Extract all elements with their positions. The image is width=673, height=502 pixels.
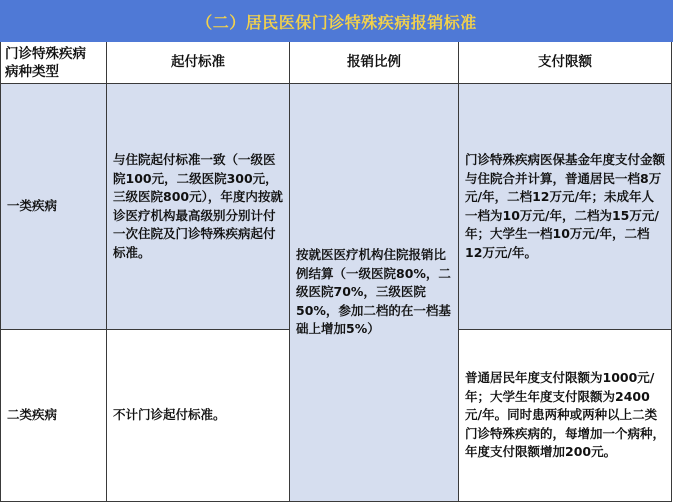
header-deductible: 起付标准 [107, 42, 290, 84]
header-limit: 支付限额 [459, 42, 672, 84]
row1-deductible-text: 与住院起付标准一致（一级医院100元，二级医院300元，三级医院800元），年度内按就诊医疗机构最高级别分别计付一次住院及门诊特殊疾病起付标准。 [113, 152, 283, 260]
header-disease-type: 门诊特殊疾病 病种类型 [0, 42, 107, 84]
row1-disease-type [0, 84, 107, 330]
row1-type-text: 一类疾病 [7, 198, 58, 214]
table-title: （二）居民医保门诊特殊疾病报销标准 [196, 12, 477, 32]
table-title-bar [0, 0, 673, 42]
row1-deductible [107, 84, 290, 330]
reimbursement-table [0, 42, 673, 502]
row1-limit-text: 门诊特殊疾病医保基金年度支付金额与住院合并计算，普通居民一档8万元/年，二档12万元/年；未成年人一档为10万元/年，二档为15万元/年；大学生一档10万元/年，二档12万元/年。 [465, 152, 666, 260]
shared-ratio [290, 84, 459, 502]
row2-limit-text: 普通居民年度支付限额为1000元/年；大学生年度支付限额为2400元/年。同时患两种或两种以上二类门诊特殊疾病的，每增加一个病种，年度支付限额增加200元。 [465, 370, 666, 460]
row2-disease-type [0, 330, 107, 502]
row2-limit [459, 330, 672, 502]
ratio-text: 按就医医疗机构住院报销比例结算（一级医院80%，二级医院70%，三级医院50%，参加二档的在一档基础上增加5%） [296, 247, 451, 337]
header-ratio: 报销比例 [290, 42, 459, 84]
row2-type-text: 二类疾病 [7, 407, 58, 423]
row2-deductible-text: 不计门诊起付标准。 [113, 407, 226, 423]
row1-limit [459, 84, 672, 330]
row2-deductible [107, 330, 290, 502]
